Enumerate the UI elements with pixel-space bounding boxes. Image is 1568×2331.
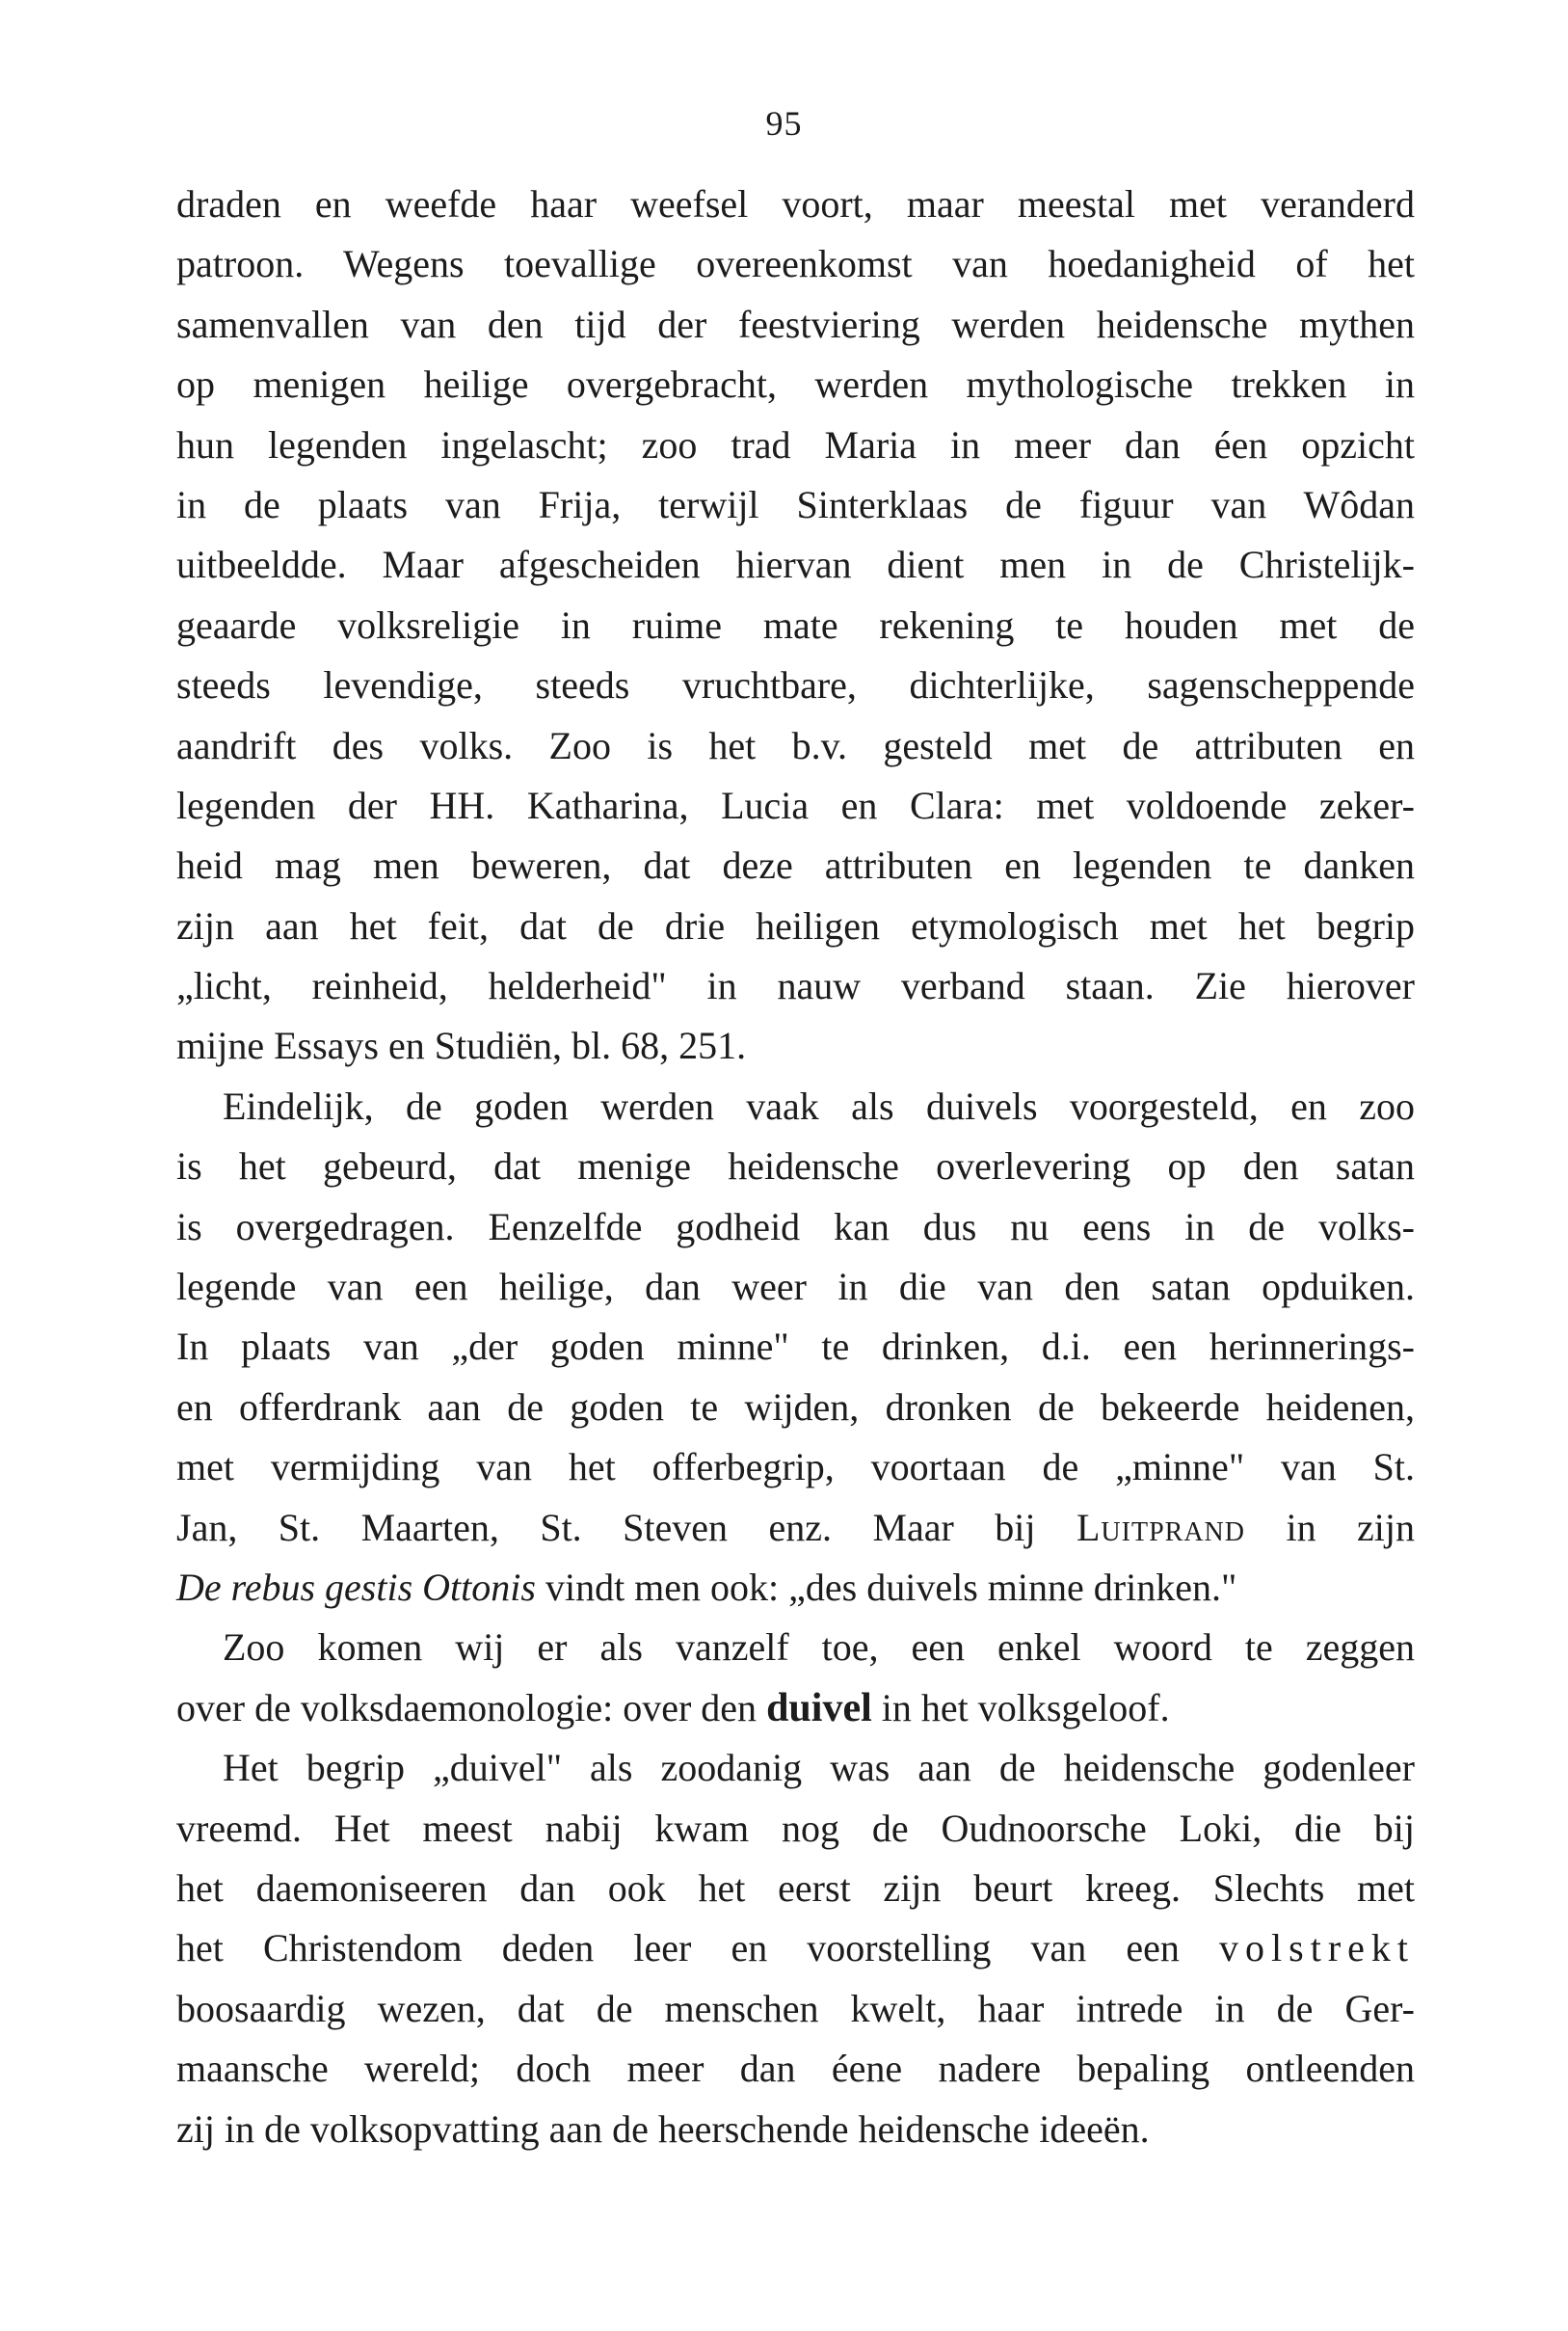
text-line: met vermijding van het offerbegrip, voortaan de „minne" van St.	[176, 1445, 1415, 1489]
text-line	[176, 1498, 1415, 1558]
text-line: steeds levendige, steeds vruchtbare, dichterlijke, sagenscheppende	[176, 663, 1415, 708]
text-line: mijne Essays en Studiën, bl. 68, 251.	[176, 1024, 747, 1068]
text-line: op menigen heilige overgebracht, werden mythologische trekken in	[176, 362, 1415, 407]
text-line: is het gebeurd, dat menige heidensche overlevering op den satan	[176, 1144, 1415, 1189]
text-line: boosaardig wezen, dat de menschen kwelt, haar intrede in de Ger-	[176, 1986, 1415, 2030]
text-fragment: vindt men ook: „des duivels minne drinken."	[545, 1565, 1237, 1609]
text-line: zijn aan het feit, dat de drie heiligen etymologisch met het begrip	[176, 903, 1415, 948]
paragraph-2	[176, 1077, 1415, 1619]
text-line: samenvallen van den tijd der feestviering werden heidensche mythen	[176, 302, 1415, 346]
text-line: vreemd. Het meest nabij kwam nog de Oudnoorsche Loki, die bij	[176, 1806, 1415, 1850]
text-line: Eindelijk, de goden werden vaak als duivels voorgesteld, en zoo	[223, 1084, 1415, 1128]
text-fragment: over de volksdaemonologie: over den	[176, 1685, 757, 1729]
text-line	[176, 1678, 1415, 1738]
text-fragment: in het volksgeloof.	[881, 1685, 1170, 1729]
keyword-duivel: duivel	[766, 1685, 872, 1730]
text-line: zij in de volksopvatting aan de heerschende heidensche ideeën.	[176, 2106, 1150, 2151]
text-line: aandrift des volks. Zoo is het b.v. gesteld met de attributen en	[176, 723, 1415, 767]
text-line	[176, 1918, 1415, 1978]
text-line: draden en weefde haar weefsel voort, maar meestal met veranderd	[176, 182, 1415, 226]
emphasis-spaced: volstrekt	[1219, 1926, 1416, 1970]
paragraph-4	[176, 1738, 1415, 2159]
text-line: legenden der HH. Katharina, Lucia en Clara: met voldoende zeker-	[176, 783, 1415, 827]
text-line: patroon. Wegens toevallige overeenkomst van hoedanigheid of het	[176, 242, 1415, 286]
text-line: in de plaats van Frija, terwijl Sinterklaas de figuur van Wôdan	[176, 482, 1415, 526]
text-line: uitbeeldde. Maar afgescheiden hiervan dient men in de Christelijk-	[176, 543, 1415, 587]
work-title: De rebus gestis Ottonis	[176, 1565, 536, 1609]
body-text	[176, 174, 1415, 2159]
text-line: heid mag men beweren, dat deze attributen en legenden te danken	[176, 844, 1415, 888]
text-line: In plaats van „der goden minne" te drinken, d.i. een herinnerings-	[176, 1325, 1415, 1369]
text-line: Het begrip „duivel" als zoodanig was aan de heidensche godenleer	[223, 1746, 1415, 1790]
paragraph-3	[176, 1618, 1415, 1738]
text-line	[176, 1558, 1415, 1618]
text-line: en offerdrank aan de goden te wijden, dronken de bekeerde heidenen,	[176, 1384, 1415, 1429]
text-line: maansche wereld; doch meer dan éene nadere bepaling ontleenden	[176, 2047, 1415, 2091]
text-fragment: in zijn	[1286, 1505, 1416, 1549]
text-line: is overgedragen. Eenzelfde godheid kan dus nu eens in de volks-	[176, 1204, 1415, 1248]
text-fragment: het Christendom deden leer en voorstelling van een	[176, 1926, 1180, 1970]
text-line: het daemoniseeren dan ook het eerst zijn beurt kreeg. Slechts met	[176, 1865, 1415, 1910]
author-name: Luitprand	[1076, 1505, 1245, 1549]
page-number: 95	[765, 104, 803, 143]
text-line: Zoo komen wij er als vanzelf toe, een enkel woord te zeggen	[223, 1625, 1415, 1670]
text-fragment: Jan, St. Maarten, St. Steven enz. Maar bij	[176, 1505, 1036, 1549]
text-line: „licht, reinheid, helderheid" in nauw verband staan. Zie hierover	[176, 964, 1415, 1008]
paragraph-1	[176, 174, 1415, 1077]
text-line: geaarde volksreligie in ruime mate rekening te houden met de	[176, 603, 1415, 647]
text-line: hun legenden ingelascht; zoo trad Maria in meer dan éen opzicht	[176, 422, 1415, 467]
text-line: legende van een heilige, dan weer in die van den satan opduiken.	[176, 1265, 1415, 1309]
